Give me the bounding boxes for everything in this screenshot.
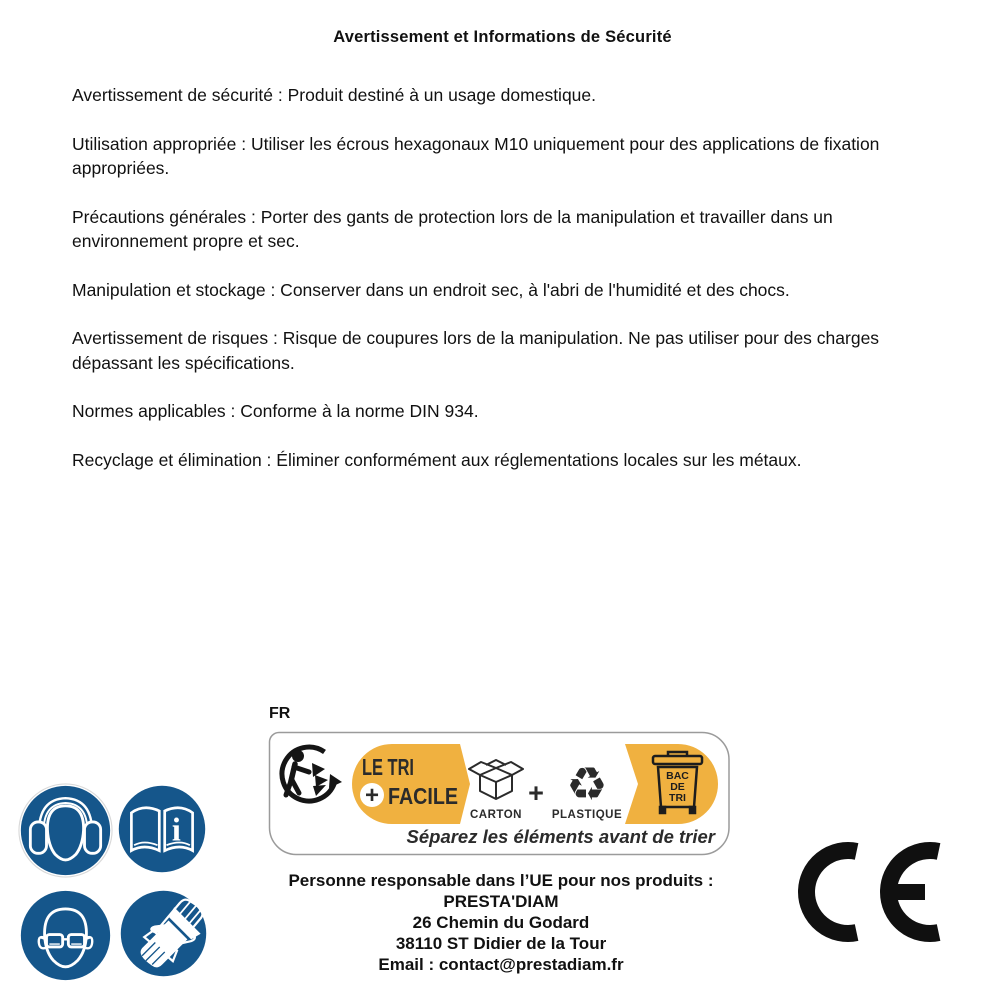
ear-protection-icon: [18, 783, 113, 878]
safety-paragraph: Avertissement de risques : Risque de coupures lors de la manipulation. Ne pas utiliser pour des charges dépassant les spécifications.: [72, 328, 880, 373]
headline-plus: +: [364, 782, 380, 809]
address-city: 38110 ST Didier de la Tour: [395, 934, 607, 953]
company-name: PRESTA'DIAM: [443, 892, 559, 911]
bin-label-bac: BAC: [666, 770, 689, 782]
headline-facile: FACILE: [388, 783, 458, 809]
materials-plus: +: [528, 778, 544, 808]
safety-text-block: [72, 83, 936, 496]
eye-protection-icon: [18, 888, 113, 983]
ce-mark-icon: [795, 840, 945, 944]
country-code-label: FR: [269, 705, 291, 722]
address-street: 26 Chemin du Godard: [412, 913, 590, 932]
gloves-icon: [119, 889, 208, 978]
safety-paragraph: Manipulation et stockage : Conserver dans un endroit sec, à l'abri de l'humidité et des chocs.: [72, 279, 790, 300]
responsible-person-block: [270, 870, 732, 975]
mandatory-icons-grid: [16, 781, 228, 993]
page-title: Avertissement et Informations de Sécurité: [333, 28, 672, 46]
safety-paragraph: Précautions générales : Porter des gants de protection lors de la manipulation et travailler dans un environnement propre et sec.: [72, 206, 833, 251]
safety-paragraph: Recyclage et élimination : Éliminer conformément aux réglementations locales sur les métaux.: [72, 449, 802, 470]
recycling-info-label: [268, 731, 731, 857]
material-plastique-label: PLASTIQUE: [551, 809, 623, 821]
contact-email: Email : contact@prestadiam.fr: [378, 955, 624, 974]
manual-i-letter: i: [171, 812, 181, 849]
safety-paragraph: Normes applicables : Conforme à la norme DIN 934.: [72, 401, 479, 421]
safety-paragraph: Utilisation appropriée : Utiliser les écrous hexagonaux M10 uniquement pour des applications de fixation appropriées.: [72, 133, 880, 178]
bin-label-tri: TRI: [669, 792, 686, 804]
label-footnote: Séparez les éléments avant de trier: [406, 826, 715, 847]
safety-paragraph: Avertissement de sécurité : Produit destiné à un usage domestique.: [72, 85, 597, 105]
responsible-person-line: Personne responsable dans l’UE pour nos produits :: [288, 871, 714, 890]
read-manual-icon: [117, 784, 207, 874]
bin-label-de: DE: [670, 781, 685, 793]
headline-le-tri: LE TRI: [362, 754, 414, 780]
recycling-triangle-icon: ♻: [566, 757, 608, 811]
material-carton-label: CARTON: [470, 809, 522, 821]
